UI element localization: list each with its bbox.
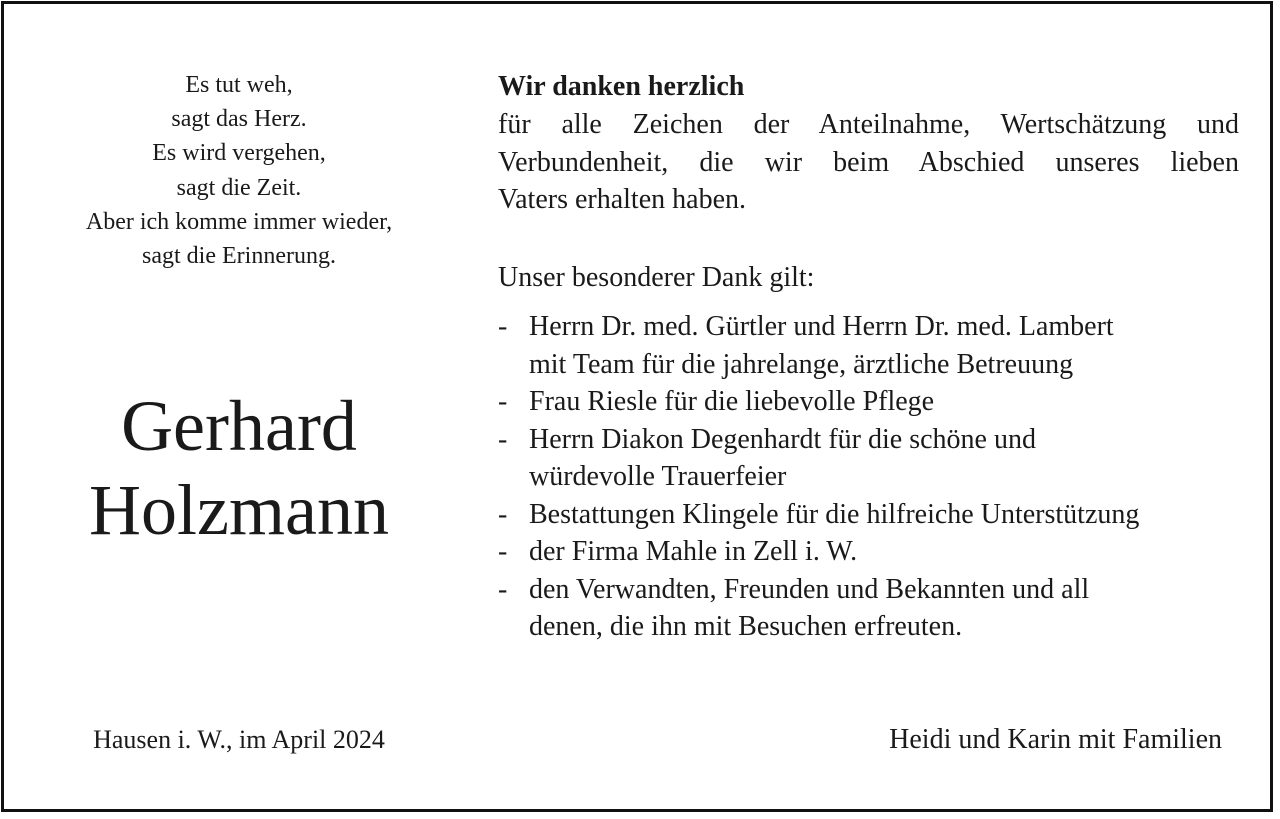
place-date: Hausen i. W., im April 2024 [93,725,385,754]
poem-line: sagt die Erinnerung. [142,243,336,270]
list-item-line: denen, die ihn mit Besuchen erfreuten. [529,611,963,642]
intro-line: Vaters erhalten haben. [498,184,746,215]
list-item [498,533,1239,571]
thanks-column [498,68,1239,646]
thanks-list [498,308,1239,646]
poem-line: sagt das Herz. [171,106,307,133]
poem-line: sagt die Zeit. [176,174,302,201]
special-thanks-intro: Unser besonderer Dank gilt: [498,261,815,293]
dash-bullet: - [498,386,508,417]
list-item-line: mit Team für die jahrelange, ärztliche Betreuung [529,348,1074,380]
signature: Heidi und Karin mit Familien [889,724,1222,755]
intro-line: für alle Zeichen der Anteilnahme, Wertschätzung und [498,109,1239,140]
dash-bullet: - [498,498,508,530]
intro-paragraph [498,106,1239,219]
list-item-line: Herrn Diakon Degenhardt für die schöne und [529,423,1036,455]
poem-line: Es wird vergehen, [152,140,326,167]
deceased-name [34,384,444,552]
dash-bullet: - [498,536,508,567]
notice-frame [1,1,1273,812]
list-item-line: Herrn Dr. med. Gürtler und Herrn Dr. med. Lambert [529,311,1114,342]
poem-line: Aber ich komme immer wieder, [85,208,393,235]
list-item-line: den Verwandten, Freunden und Bekannten und all [529,573,1090,605]
list-item-line: würdevolle Trauerfeier [529,461,787,492]
poem [44,68,434,273]
list-item-line: Bestattungen Klingele für die hilfreiche Unterstützung [529,498,1140,530]
first-name: Gerhard [121,386,357,466]
last-name: Holzmann [89,470,389,550]
dash-bullet: - [498,311,508,342]
list-item [498,308,1239,383]
dash-bullet: - [498,423,508,455]
list-item [498,383,1239,421]
dash-bullet: - [498,573,508,605]
list-item-line: der Firma Mahle in Zell i. W. [529,536,858,567]
list-item [498,571,1239,646]
list-item [498,496,1239,534]
poem-line: Es tut weh, [185,72,293,98]
intro-line: Verbundenheit, die wir beim Abschied unseres lieben [498,146,1239,178]
list-item-line: Frau Riesle für die liebevolle Pflege [529,386,935,417]
list-item [498,421,1239,496]
thanks-heading: Wir danken herzlich [498,71,745,102]
